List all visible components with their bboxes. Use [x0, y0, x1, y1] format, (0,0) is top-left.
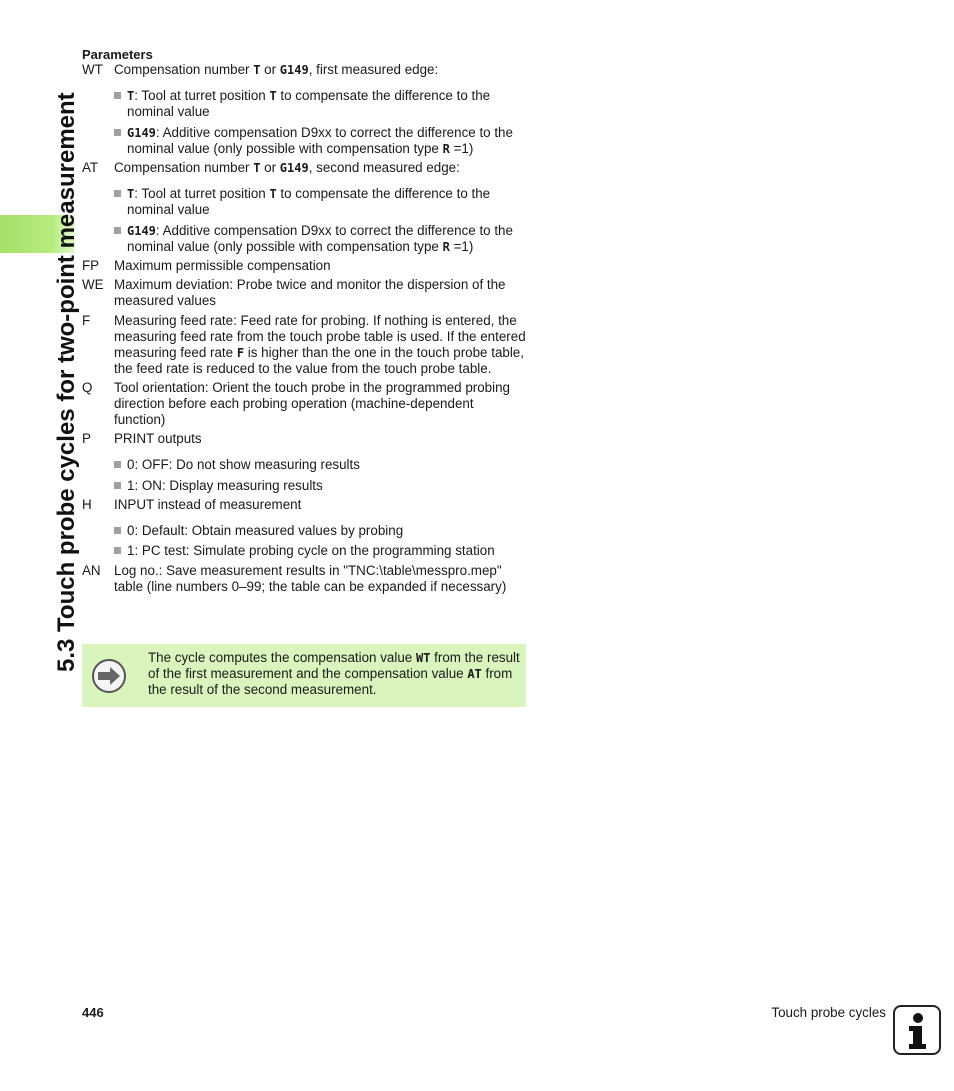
bullet-square-icon	[114, 527, 121, 534]
param-code: H	[82, 497, 92, 512]
bullet-square-icon	[114, 482, 121, 489]
option-text: G149: Additive compensation D9xx to correct the difference to the nominal value (only possible with compensation type R =1)	[127, 125, 513, 156]
parameter-list	[82, 48, 527, 595]
chapter-sidebar	[0, 0, 80, 1091]
option-text: T: Tool at turret position T to compensate the difference to the nominal value	[127, 88, 491, 119]
param-fp	[82, 258, 527, 274]
param-code: WE	[82, 277, 104, 292]
param-code: AN	[82, 563, 101, 578]
param-desc: Maximum deviation: Probe twice and monitor the dispersion of the measured values	[114, 277, 506, 308]
param-q	[82, 380, 527, 428]
option-text: 1: ON: Display measuring results	[127, 478, 323, 493]
option-text: G149: Additive compensation D9xx to correct the difference to the nominal value (only possible with compensation type R =1)	[127, 223, 513, 254]
bullet-square-icon	[114, 227, 121, 234]
option-item	[114, 125, 527, 157]
param-desc: PRINT outputs	[114, 431, 202, 446]
bullet-square-icon	[114, 547, 121, 554]
option-item	[114, 186, 527, 218]
option-text: 0: Default: Obtain measured values by probing	[127, 523, 404, 538]
param-desc: INPUT instead of measurement	[114, 497, 302, 512]
option-item	[114, 88, 527, 120]
param-desc: Compensation number T or G149, second measured edge:	[114, 160, 460, 175]
chapter-title: 5.3 Touch probe cycles for two-point measurement	[53, 92, 80, 672]
parameters-heading: Parameters	[82, 47, 153, 62]
option-item	[114, 223, 527, 255]
option-text: T: Tool at turret position T to compensate the difference to the nominal value	[127, 186, 491, 217]
param-we	[82, 277, 527, 309]
param-desc: Maximum permissible compensation	[114, 258, 331, 273]
note-box	[82, 644, 526, 707]
param-code: AT	[82, 160, 99, 175]
option-item	[114, 457, 527, 473]
param-code: P	[82, 431, 91, 446]
footer-section-label: Touch probe cycles	[771, 1005, 886, 1020]
param-code: WT	[82, 62, 103, 77]
note-text: The cycle computes the compensation value WT from the result of the first measurement and the compensation value AT from the result of the second measurement.	[148, 650, 520, 697]
param-desc: Tool orientation: Orient the touch probe in the programmed probing direction before each probing operation (machine-dependent function)	[114, 380, 511, 427]
param-p	[82, 431, 527, 447]
option-text: 0: OFF: Do not show measuring results	[127, 457, 360, 472]
param-wt	[82, 62, 527, 78]
option-text: 1: PC test: Simulate probing cycle on the programming station	[127, 543, 495, 558]
param-f	[82, 313, 527, 377]
bullet-square-icon	[114, 129, 121, 136]
param-desc: Measuring feed rate: Feed rate for probing. If nothing is entered, the measuring feed rate from the touch probe table is used. If the entered measuring feed rate F is higher than the one in the touch probe table, the feed rate is reduced to the value from the touch probe table.	[114, 313, 526, 376]
param-desc: Compensation number T or G149, first measured edge:	[114, 62, 439, 77]
bullet-square-icon	[114, 190, 121, 197]
bullet-square-icon	[114, 92, 121, 99]
param-code: FP	[82, 258, 100, 273]
param-an	[82, 563, 527, 595]
param-desc: Log no.: Save measurement results in "TNC:\table\messpro.mep" table (line numbers 0–99; the table can be expanded if necessary)	[114, 563, 507, 594]
page-number: 446	[82, 1005, 104, 1020]
param-h	[82, 497, 527, 513]
param-at	[82, 160, 527, 176]
arrow-right-icon	[91, 658, 127, 694]
option-item	[114, 478, 527, 494]
param-code: Q	[82, 380, 93, 395]
option-item	[114, 543, 527, 559]
bullet-square-icon	[114, 461, 121, 468]
info-icon	[893, 1005, 941, 1055]
param-code: F	[82, 313, 91, 328]
option-item	[114, 523, 527, 539]
